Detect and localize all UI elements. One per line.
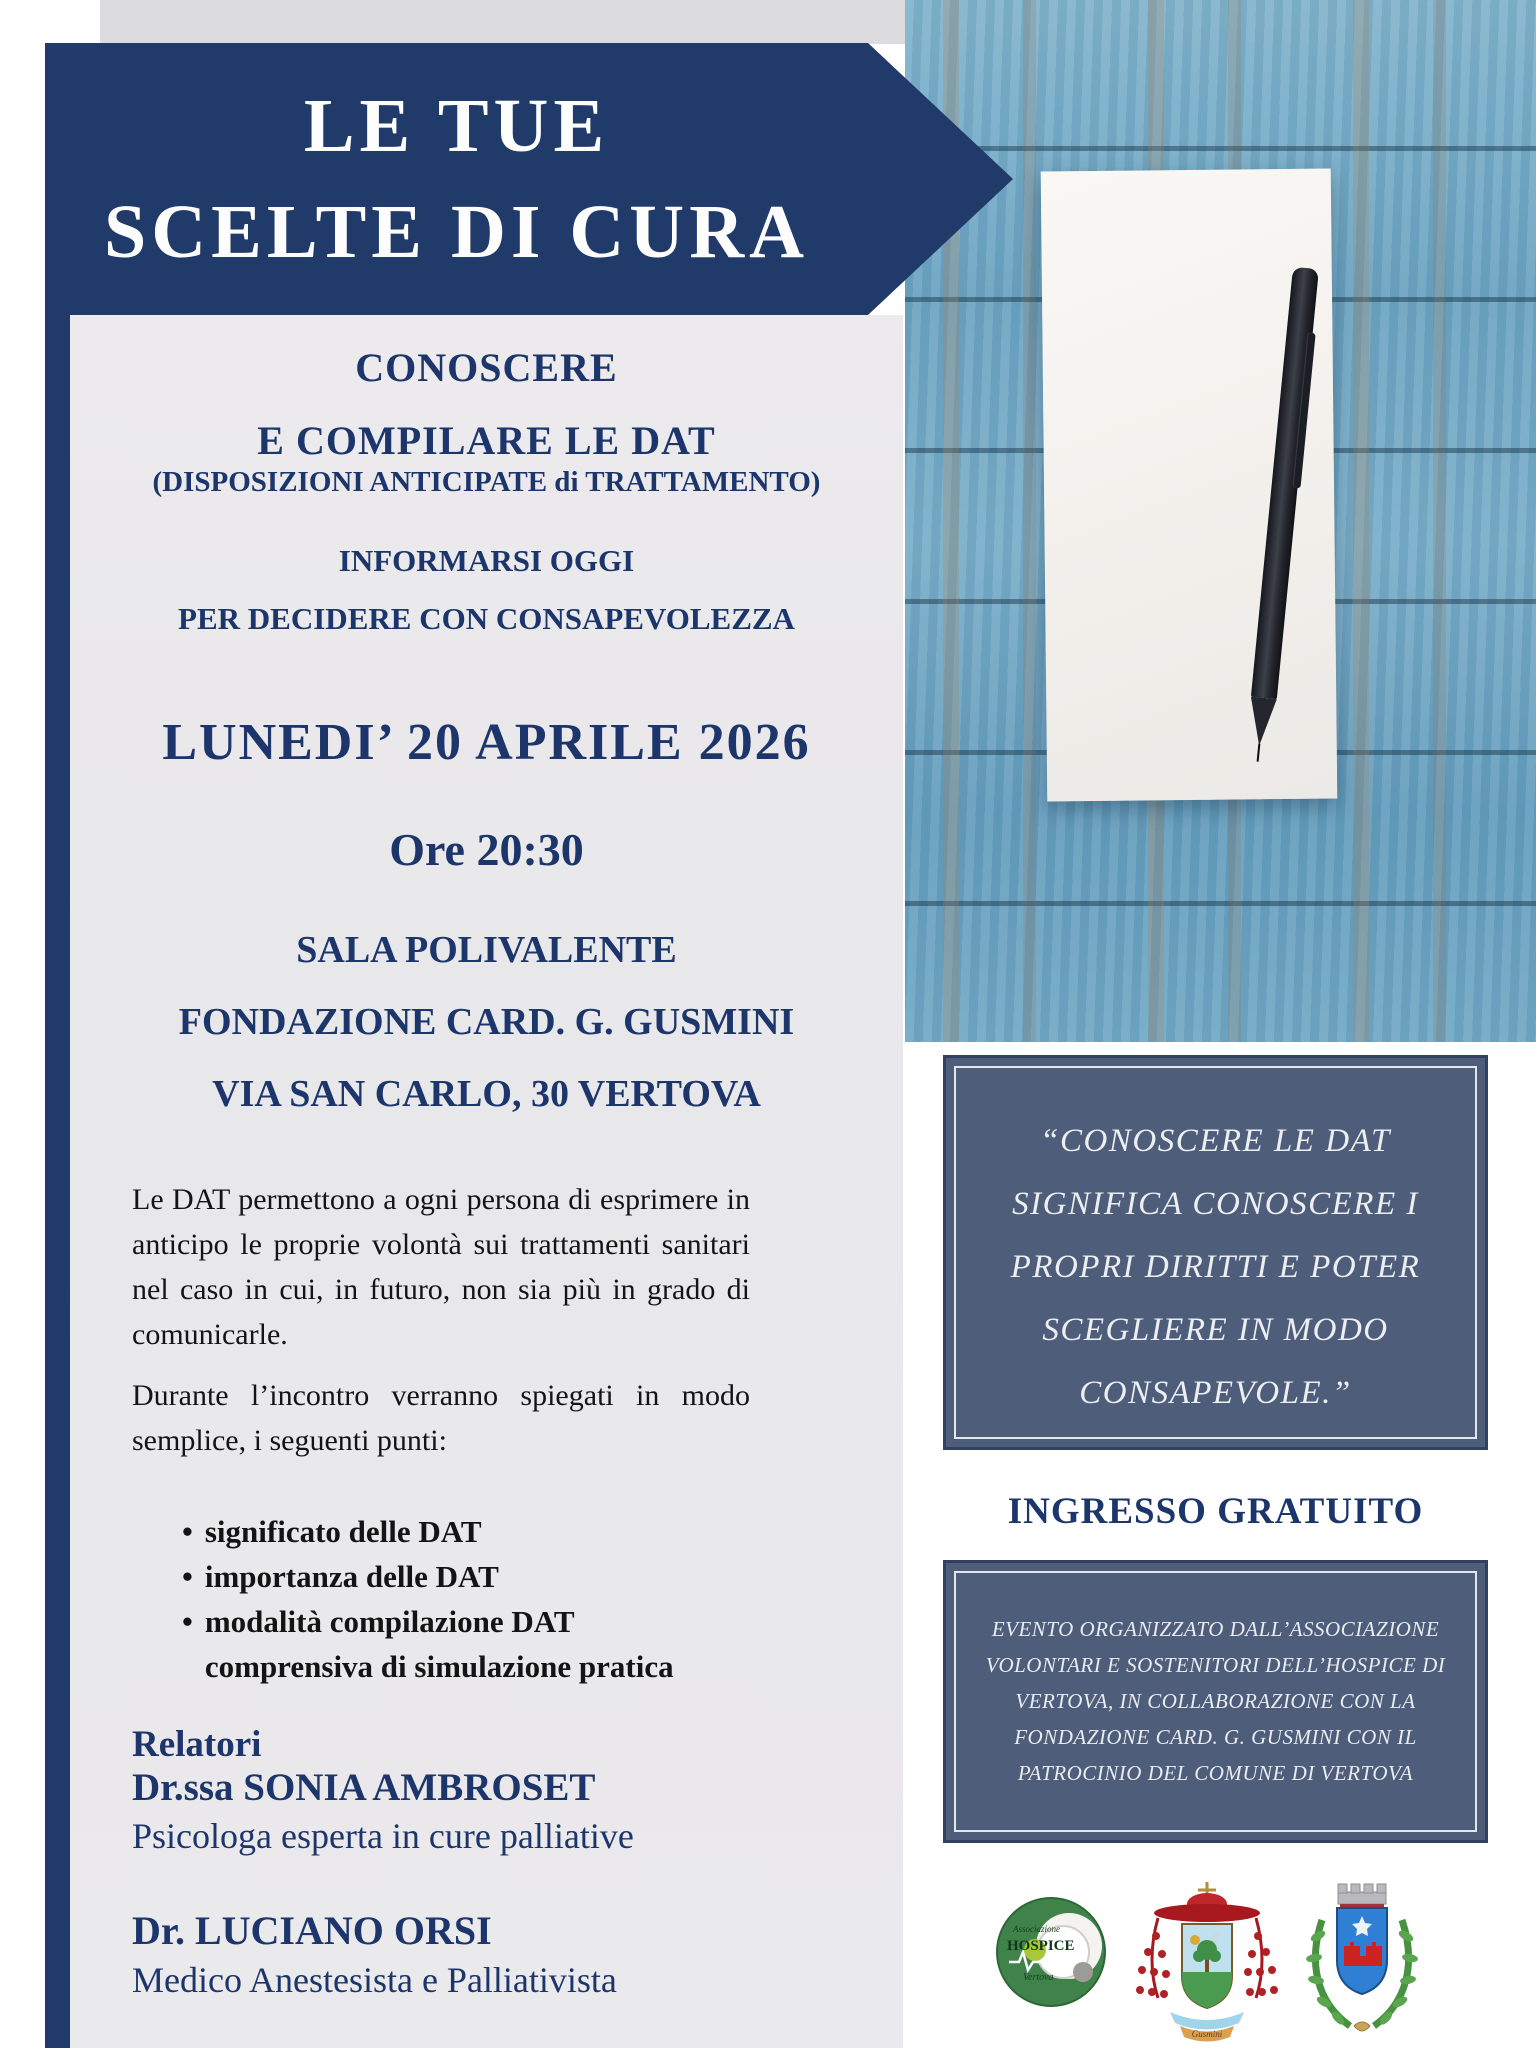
hospice-association-logo bbox=[995, 1888, 1107, 2020]
organizer-line: PATROCINIO DEL COMUNE DI VERTOVA bbox=[1017, 1761, 1414, 1785]
tagline-informarsi: INFORMARSI OGGI bbox=[338, 543, 635, 578]
speaker-1-name: Dr.ssa SONIA AMBROSET bbox=[132, 1766, 596, 1809]
subheading-disposizioni: (DISPOSIZIONI ANTICIPATE di TRATTAMENTO) bbox=[152, 466, 821, 498]
heading-conoscere: CONOSCERE bbox=[355, 345, 618, 390]
venue-foundation: FONDAZIONE CARD. G. GUSMINI bbox=[178, 1001, 795, 1043]
hospice-logo-text-3: Vertova bbox=[1023, 1972, 1054, 1983]
page-title bbox=[45, 43, 868, 315]
free-admission-label: INGRESSO GRATUITO bbox=[1007, 1491, 1424, 1532]
description-paragraph-1: Le DAT permettono a ogni persona di esprimere in anticipo le proprie volontà sui trattamenti sanitari nel caso in cui, in futuro, non sia più in grado di comunicarle. bbox=[132, 1183, 750, 1351]
organizer-box bbox=[943, 1560, 1488, 1843]
quote-line: SCEGLIERE IN MODO bbox=[1042, 1312, 1389, 1348]
list-item bbox=[182, 1554, 742, 1599]
speakers-heading: Relatori bbox=[132, 1724, 262, 1765]
tagline-decidere: PER DECIDERE CON CONSAPEVOLEZZA bbox=[178, 601, 795, 636]
venue-address: VIA SAN CARLO, 30 VERTOVA bbox=[212, 1073, 761, 1115]
quote-line: PROPRI DIRITTI E POTER bbox=[1010, 1249, 1421, 1285]
gusmini-banner-text: Gusmini bbox=[1191, 2029, 1223, 2039]
quote-line: SIGNIFICA CONOSCERE I bbox=[1012, 1186, 1419, 1222]
list-item bbox=[182, 1599, 742, 1689]
comune-vertova-crest bbox=[1300, 1876, 1424, 2048]
bullet-icon: • bbox=[182, 1559, 193, 1594]
speaker-2-name: Dr. LUCIANO ORSI bbox=[132, 1908, 492, 1953]
organizer-text bbox=[946, 1611, 1485, 1791]
topic-text: modalità compilazione DAT comprensiva di simulazione pratica bbox=[204, 1604, 674, 1684]
organizer-line: FONDAZIONE CARD. G. GUSMINI CON IL bbox=[1014, 1725, 1417, 1749]
quote-line: “CONOSCERE LE DAT bbox=[1040, 1123, 1391, 1159]
hospice-logo-text-1: Associazione bbox=[1013, 1924, 1060, 1934]
left-navy-strip bbox=[45, 315, 70, 2048]
title-line-1: LE TUE bbox=[303, 84, 610, 168]
bullet-icon: • bbox=[182, 1604, 193, 1639]
topic-text: importanza delle DAT bbox=[204, 1559, 499, 1594]
pen-tip bbox=[1246, 697, 1277, 747]
venue-hall: SALA POLIVALENTE bbox=[296, 929, 677, 971]
event-date: LUNEDI’ 20 APRILE 2026 bbox=[162, 714, 811, 771]
topic-text: significato delle DAT bbox=[204, 1514, 482, 1549]
list-item bbox=[182, 1509, 742, 1554]
organizer-line: VOLONTARI E SOSTENITORI DELL’HOSPICE DI bbox=[985, 1653, 1446, 1677]
title-line-2: SCELTE DI CURA bbox=[104, 190, 809, 274]
quote-line: CONSAPEVOLE.” bbox=[1079, 1375, 1352, 1411]
hospice-logo-text-2: HOSPICE bbox=[1007, 1938, 1075, 1954]
organizer-line: VERTOVA, IN COLLABORAZIONE CON LA bbox=[1015, 1689, 1416, 1713]
speaker-1-role: Psicologa esperta in cure palliative bbox=[132, 1816, 634, 1856]
quote-box bbox=[943, 1055, 1488, 1450]
topics-list bbox=[182, 1509, 742, 1689]
quote-text bbox=[946, 1110, 1485, 1425]
speaker-2-role: Medico Anestesista e Palliativista bbox=[132, 1960, 617, 2000]
content-panel bbox=[70, 315, 903, 2048]
pen-nib bbox=[1257, 744, 1261, 762]
organizer-line: EVENTO ORGANIZZATO DALL’ASSOCIAZIONE bbox=[991, 1617, 1440, 1641]
heading-compilare-dat: E COMPILARE LE DAT bbox=[257, 418, 716, 463]
cardinal-gusmini-crest bbox=[1128, 1876, 1286, 2048]
bullet-icon: • bbox=[182, 1514, 193, 1549]
event-time: Ore 20:30 bbox=[389, 824, 584, 875]
description-paragraph-2: Durante l’incontro verranno spiegati in modo semplice, i seguenti punti: bbox=[132, 1379, 750, 1457]
